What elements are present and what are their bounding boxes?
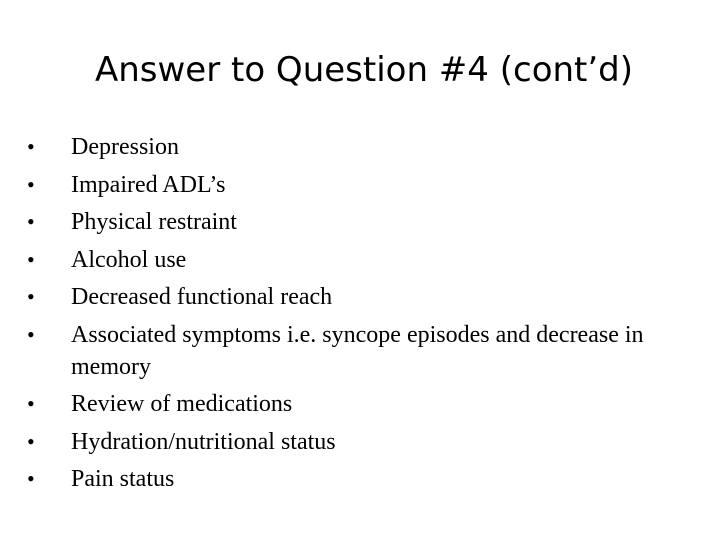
list-item <box>27 131 687 163</box>
bullet-icon: • <box>27 171 35 197</box>
bullet-text: Alcohol use <box>71 246 187 273</box>
list-item <box>27 169 687 201</box>
bullet-icon: • <box>27 428 35 454</box>
list-item <box>27 426 687 458</box>
list-item <box>27 388 687 420</box>
bullet-icon: • <box>27 209 35 234</box>
list-item <box>27 206 687 238</box>
slide-title: Answer to Question #4 (cont’d) <box>94 50 634 90</box>
bullet-text: Review of medications <box>71 391 293 417</box>
list-item <box>27 281 687 313</box>
list-item <box>27 319 687 383</box>
bullet-icon: • <box>27 466 35 491</box>
bullet-list <box>27 131 687 501</box>
bullet-text: Pain status <box>71 466 175 492</box>
bullet-text: Impaired ADL’s <box>71 171 226 198</box>
bullet-icon: • <box>27 284 35 309</box>
list-item <box>27 244 687 276</box>
bullet-icon: • <box>27 246 35 272</box>
bullet-text: Hydration/nutritional status <box>71 428 336 455</box>
bullet-icon: • <box>27 391 35 416</box>
bullet-icon: • <box>27 134 35 159</box>
bullet-text: Associated symptoms i.e. syncope episodes and decrease in memory <box>71 321 644 380</box>
bullet-text: Decreased functional reach <box>71 284 333 310</box>
bullet-text: Depression <box>71 134 179 160</box>
bullet-text: Physical restraint <box>71 209 237 235</box>
list-item <box>27 463 687 495</box>
bullet-icon: • <box>27 321 35 347</box>
